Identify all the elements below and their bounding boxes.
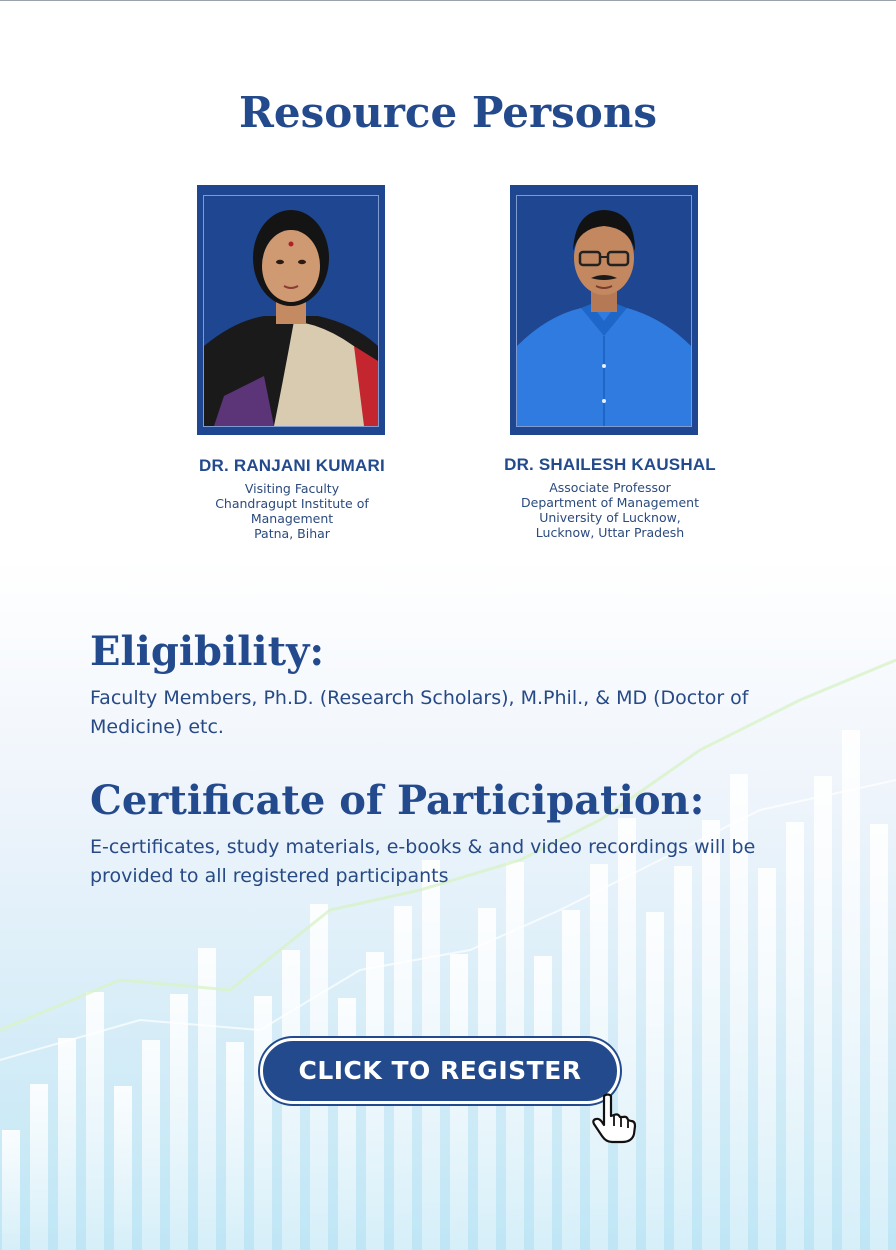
background-bar: [674, 866, 692, 1250]
person-name: DR. RANJANI KUMARI: [199, 456, 385, 475]
background-bar: [842, 730, 860, 1250]
background-bar: [114, 1086, 132, 1250]
person-detail-line: Visiting Faculty: [244, 481, 340, 496]
certificate-text: E-certificates, study materials, e-books & and video recordings will be provided to all registered participants: [90, 836, 756, 887]
background-bar: [142, 1040, 160, 1250]
page-title: Resource Persons: [238, 88, 657, 137]
person-card-1: [162, 455, 422, 541]
photo-frame-person-1: [197, 185, 385, 435]
background-bar: [646, 912, 664, 1250]
person-detail-line: Patna, Bihar: [254, 526, 330, 541]
background-bar: [758, 868, 776, 1250]
top-border-line: [0, 0, 896, 1]
portrait-photo-person-2: [516, 195, 692, 427]
person-detail-line: Associate Professor: [549, 480, 671, 495]
background-bar: [170, 994, 188, 1250]
photo-frame-person-2: [510, 185, 698, 435]
person-name: DR. SHAILESH KAUSHAL: [504, 455, 716, 474]
portrait-photo-person-1: [203, 195, 379, 427]
person-detail-line: University of Lucknow,: [539, 510, 681, 525]
certificate-heading: Certificate of Participation:: [90, 777, 705, 824]
background-bar: [58, 1038, 76, 1250]
person-detail-line: Management: [250, 511, 334, 526]
background-bar: [30, 1084, 48, 1250]
register-button[interactable]: CLICK TO REGISTER: [260, 1038, 620, 1104]
background-bar: [2, 1130, 20, 1250]
eligibility-heading: Eligibility:: [90, 628, 325, 675]
eligibility-text: Faculty Members, Ph.D. (Research Scholars), M.Phil., & MD (Doctor of Medicine) etc.: [90, 687, 749, 738]
person-detail-line: Chandragupt Institute of: [215, 496, 369, 511]
background-bar: [338, 998, 356, 1250]
person-card-2: [480, 454, 740, 540]
background-bar: [870, 824, 888, 1250]
hand-pointer-icon: [590, 1092, 638, 1144]
background-bar: [814, 776, 832, 1250]
person-detail-line: Lucknow, Uttar Pradesh: [535, 525, 685, 540]
background-bar: [254, 996, 272, 1250]
person-detail-line: Department of Management: [521, 495, 699, 510]
background-bar: [198, 948, 216, 1250]
background-bar: [226, 1042, 244, 1250]
